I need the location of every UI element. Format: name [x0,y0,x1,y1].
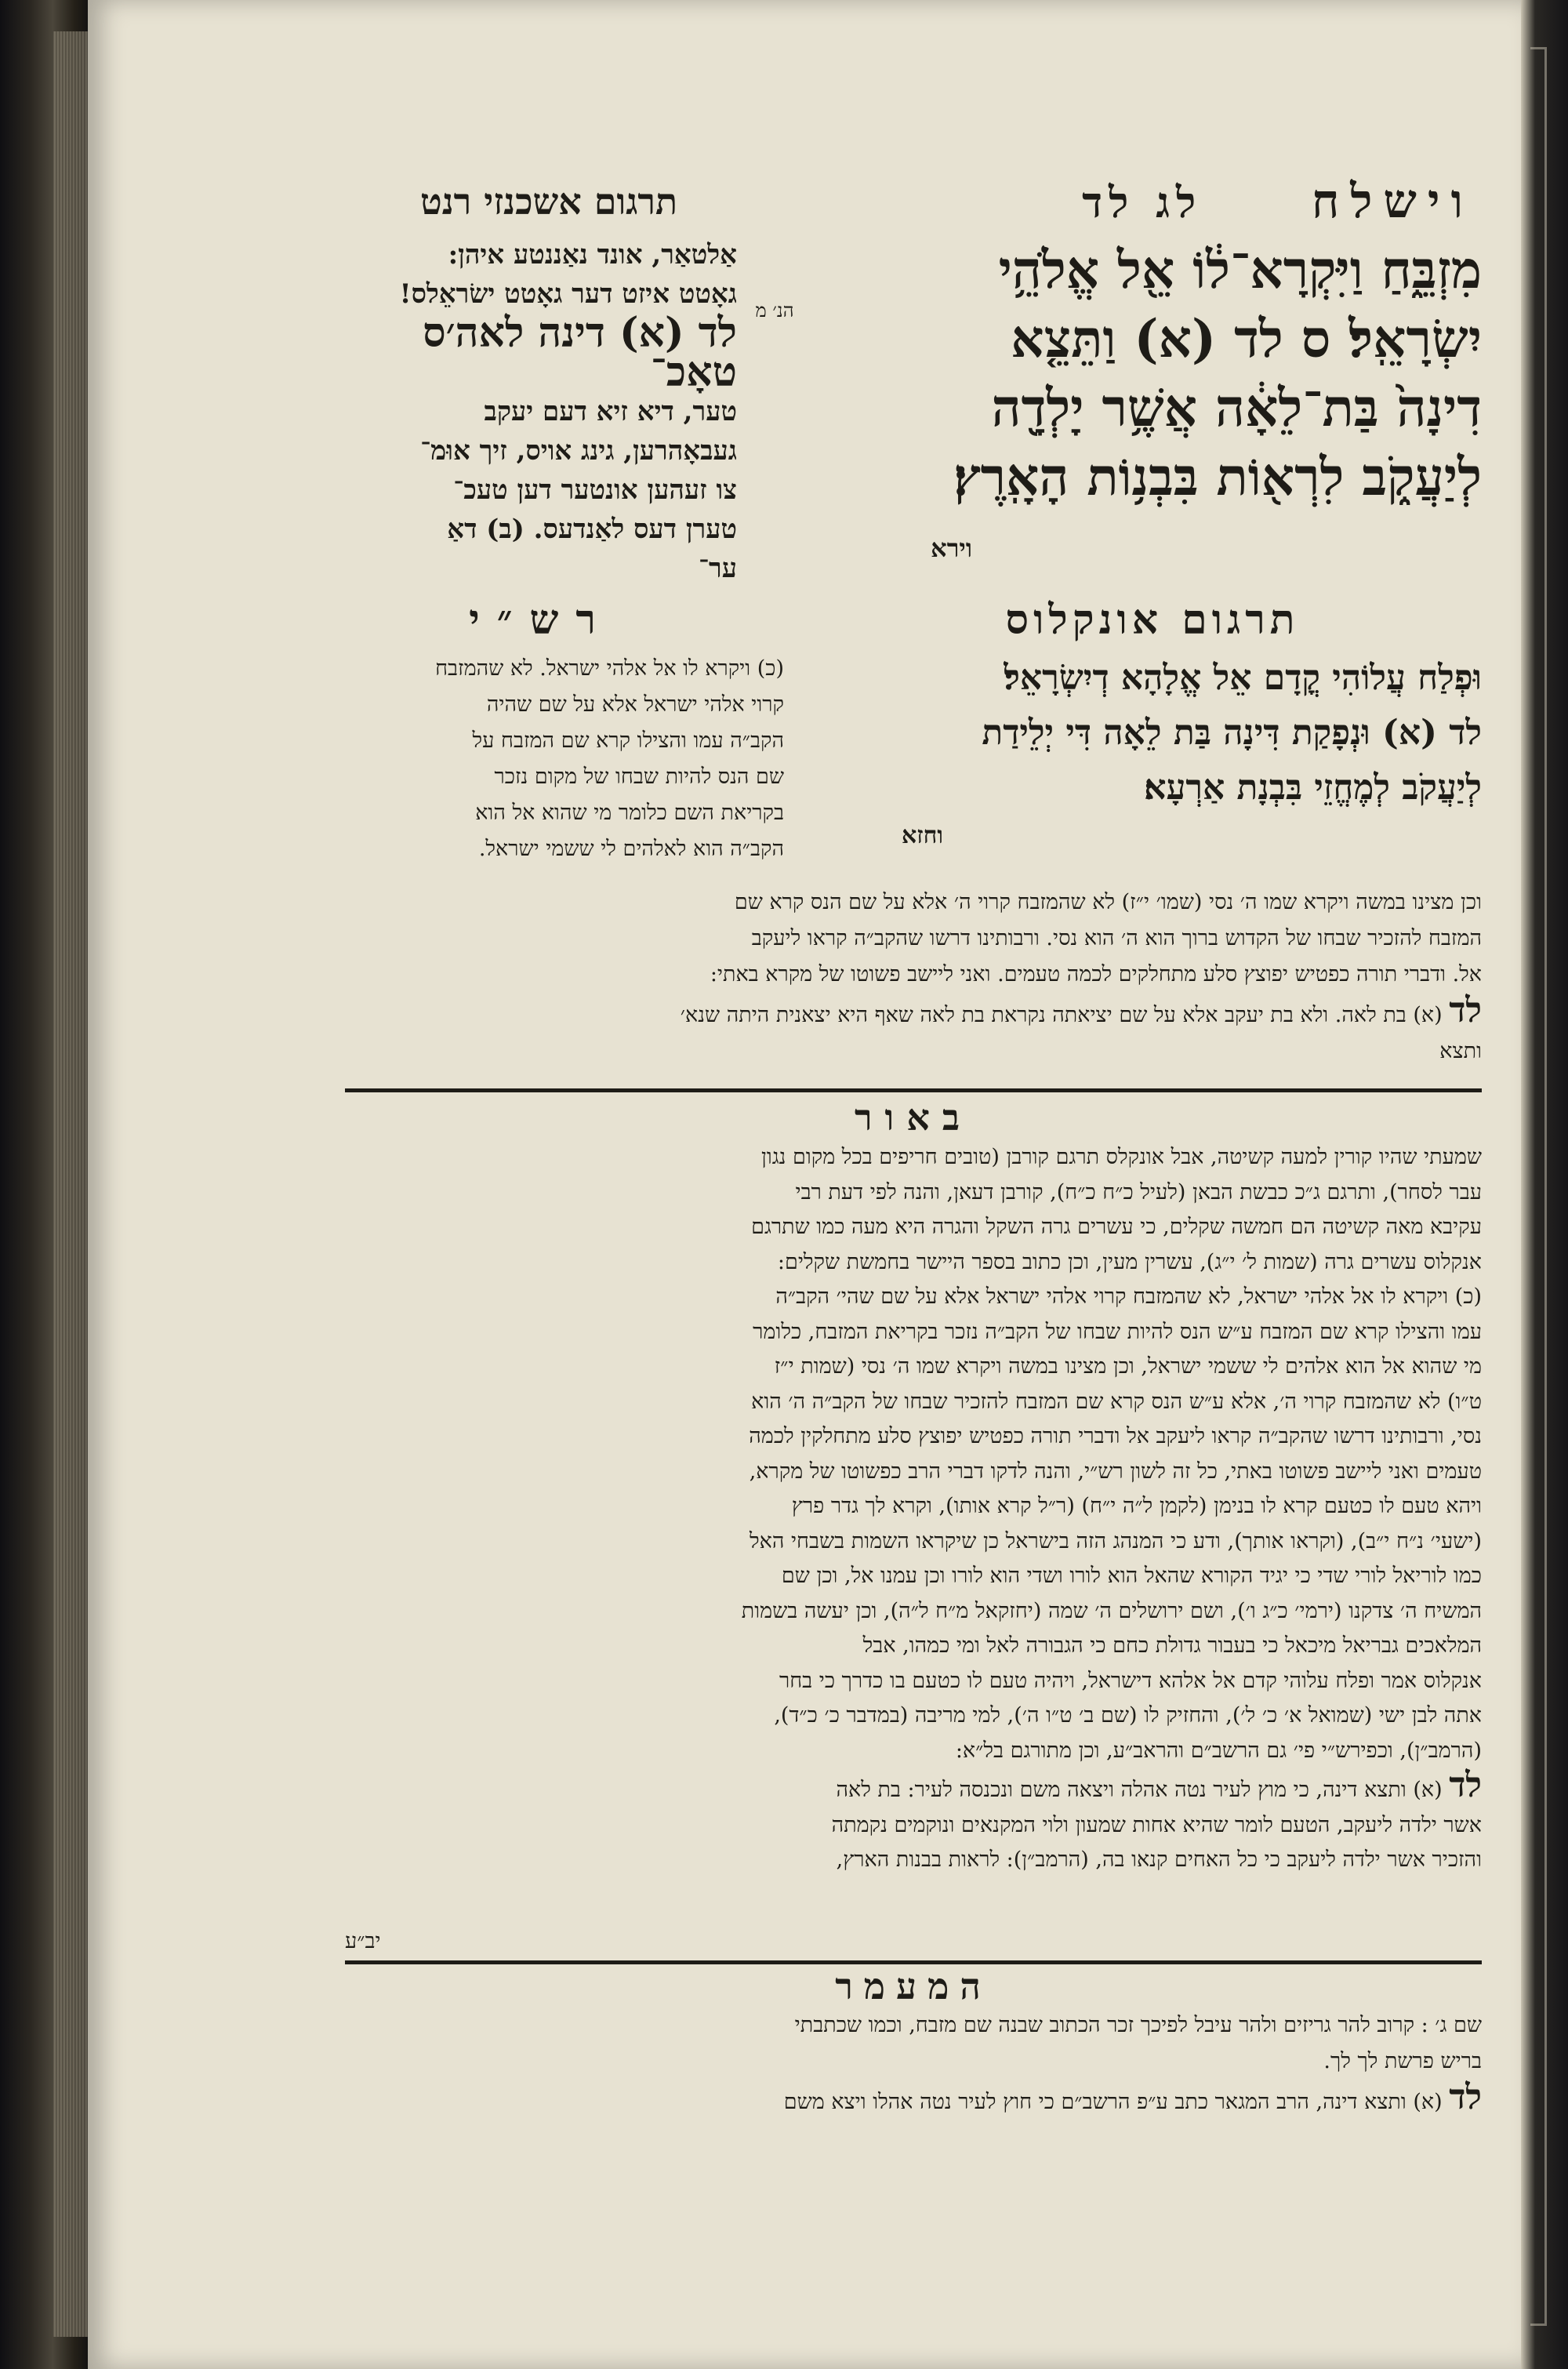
onkelos-catchword: וחזא [902,822,944,849]
hameamar-heading: המעמר [835,1965,992,2007]
sidra-name: וישלח [1311,174,1474,229]
ashkenazi-line: אַלטאַר, אונד נאַננטע איהן: [448,239,737,271]
beur-line: שמעתי שהיו קורין למעה קשיטה, אבל אונקלס תרגם קורבן (טובים חריפים בכל מקום נגון [760,1145,1482,1169]
ashkenazi-line: גאָטט איזט דער גאָטט ישׂראֵלס! [399,278,737,310]
marginal-note: הנ׳ מ [755,300,794,322]
beur-line: (כ) ויקרא לו אל אלהי ישראל, לא שהמזבח קרוי אלהי ישראל אלא על שם שהי׳ הקב״ה [775,1284,1482,1309]
book-spine [0,0,88,2369]
verse-line: לְיַעֲקֹ֑ב לִרְא֖וֹת בִּבְנ֥וֹת הָאָֽרֶץ׃ [953,446,1482,507]
torah-verse-block [808,235,1482,525]
rashi-line: קרוי אלהי ישראל אלא על שם שהיה [486,692,784,717]
section-divider [345,1088,1482,1092]
chapter-marker: לד [1449,1765,1482,1805]
onkelos-line: לְיַעֲקֹב לְמֶחֱזֵי בִּבְנָת אַרְעָא׃ [1144,768,1482,808]
beur-heading: באור [854,1096,973,1139]
hameamar-line: בריש פרשת לך לך. [1323,2049,1482,2073]
onkelos-heading: תרגום אונקלוס [1005,596,1300,644]
rashi-line: ותצא [1439,1039,1482,1063]
beur-text [345,1140,1482,1924]
rashi-line: שם הנס להיות שבחו של מקום נזכר [494,765,784,789]
verse-catchword: וירא [931,533,972,563]
ashkenazi-line: לד (א) דינה לאה׳ס טאָכ־ [423,309,737,396]
onkelos-line: לד (א) וּנְפָקַת דִּינָה בַּת לֵאָה דִּי יְלֵידַת [982,713,1482,753]
section-divider [345,1960,1482,1964]
beur-line: עמו והצילו קרא שם המזבח ע״ש הנס להיות שבחו של הקב״ה נזכר בקריאת המזבח, כלומר [753,1319,1482,1344]
ashkenazi-line: צו זעהען אונטער דען טעכ־ [453,474,737,506]
binding-bracket [1530,47,1547,2326]
beur-line: טעמים ואני ליישב פשוטו באתי, כל זה לשון רש״י, והנה לדקו דברי הרב כפשוטו של מקרא, [749,1459,1482,1484]
rashi-line: המזבח להזכיר שבחו של הקדוש ברוך הוא ה׳ הוא נסי. ורבותינו דרשו שהקב״ה קראו ליעקב [751,926,1482,950]
beur-line: נסי, ורבותינו דרשו שהקב״ה קראו ליעקב אל ודברי תורה כפטיש יפוצץ סלע מתחלקין לכמה [749,1424,1482,1448]
chapter-marker: לד [1449,2077,1482,2117]
chapter-marker: לד [1449,990,1482,1030]
beur-line: המלאכים גבריאל מיכאל כי בעבור גדולת כחם כי הגבורה לאל ומי כמהו, אבל [862,1633,1482,1658]
beur-catchword: יב״ע [345,1929,381,1953]
hameamar-line: לד (א) ותצא דינה, הרב המגאר כתב ע״פ הרשב״ם כי חוץ לעיר נטה אהלו ויצא משם [783,2077,1482,2117]
rashi-line: הקב״ה הוא לאלהים לי ששמי ישראל. [478,837,784,861]
beur-line: כמו לוריאל לורי שדי כי יגיד הקורא שהאל הוא לורו ושדי הוא לורו וכן עמנו אל, וכן שם [781,1564,1482,1588]
hameamar-text [345,2007,1482,2164]
verse-line: יִשְׂרָאֵֽל׃ ס לד (א) וַתֵּצֵ֤א [1011,308,1482,369]
rashi-line: וכן מצינו במשה ויקרא שמו ה׳ נסי (שמו׳ י״ז) לא שהמזבח קרוי ה׳ אלא על שם הנס קרא שם [734,890,1482,914]
verse-line: מִזְבֵּ֑חַ וַיִּקְרָא־ל֔וֹ אֵ֖ל אֱלֹהֵ֥י [998,239,1482,300]
beur-line: (הרמב״ן), וכפירש״י פי׳ גם הרשב״ם והראב״ע, וכן מתורגם בל״א: [955,1738,1482,1763]
rashi-line: בקריאת השם כלומר מי שהוא אל הוא [475,801,784,825]
chapter-numbers: לג לד [1082,177,1203,227]
ashkenazi-line: טערן דעס לאַנדעס. (ב) דאַ [447,514,737,545]
beur-line: (ישעי׳ נ״ח י״ב), (וקראו אותך), ודע כי המנהג הזה בישראל כן שיקראו השמות בשבחי האל [750,1528,1482,1553]
beur-line: אנקלוס אמר ופלח עלוהי קדם אל אלהא דישראל, ויהיה טעם לו כטעם בו כדרך כי בחר [779,1668,1482,1693]
beur-line: אתה לבן ישי (שמואל א׳ כ׳ ל׳), והחזיק לו (שם ב׳ ט״ו ה׳), למי מריבה (במדבר כ׳ כ״ד), [774,1703,1482,1728]
page-edges [53,31,89,2337]
onkelos-line: וּפְלַח עֲלוֹהִי קֳדָם אֵל אֱלָהָא דְיִשְׂרָאֵל׃ [1004,658,1482,698]
beur-line: עבר לסחר), ותרגם ג״כ כבשת הבאן (לעיל כ״ח כ״ח), קורבן דעאן, והנה לפי דעת רבי [795,1179,1482,1204]
beur-line: המשיח ה׳ צדקנו (ירמי׳ כ״ג ו׳), ושם ירושלים ה׳ שמה (יחזקאל מ״ח ל״ה), וכן יעשה בשמות [741,1598,1482,1623]
gutter-edge [1521,0,1568,2369]
rashi-line: (כ) ויקרא לו אל אלהי ישראל. לא שהמזבח [435,656,784,681]
beur-line: ט״ו) לא שהמזבח קרוי ה׳, אלא ע״ש הנס קרא שם המזבח להזכיר שבחו של הקב״ה ה׳ הוא [751,1389,1482,1414]
beur-line: והזכיר אשר ילדה ליעקב כי כל האחים קנאו בה, (הרמב״ן): לראות בבנות הארץ, [836,1848,1482,1872]
rashi-line: הקב״ה עמו והצילו קרא שם המזבח על [472,729,784,753]
beur-line: מי שהוא אל הוא אלהים לי ששמי ישראל, וכן מצינו במשה ויקרא שמו ה׳ נסי (שמות י״ז [774,1354,1482,1379]
rashi-heading: רש״י [469,596,613,644]
beur-line: אשר ילדה ליעקב, הטעם לומר שהיא אחות שמעון ולוי המקנאים ונוקמים נקמתה [831,1812,1482,1837]
beur-line: עקיבא מאה קשיטה הם חמשה שקלים, כי עשרים גרה השקל והגרה היא מעה כמו שתרגם [751,1215,1482,1239]
targum-ashkenazi-text [345,235,737,612]
ashkenazi-line: געבאָהרען, גינג אויס, זיך אוּמ־ [420,435,737,467]
rashi-line: לד (א) בת לאה. ולא בת יעקב אלא על שם יציאתה נקראת בת לאה שאף היא יצאנית היתה שנא׳ [680,990,1482,1030]
beur-line: אנקלוס עשרים גרה (שמות ל׳ י״ג), עשרין מעין, וכן כתוב בספר היישר בחמשת שקלים: [777,1249,1482,1274]
hameamar-line: שם ג׳ : קרוב להר גריזים ולהר עיבל לפיכך זכר הכתוב שבנה שם מזבח, וכמו שכתבתי [794,2013,1482,2037]
rashi-column-text [345,651,784,878]
running-header [815,174,1474,229]
targum-ashkenazi-title: תרגום אשכנזי רנט [419,180,678,223]
beur-line: לד (א) ותצא דינה, כי מוץ לעיר נטה אהלה ויצאה משם ונכנסה לעיר: בת לאה [836,1765,1482,1805]
rashi-line: אל. ודברי תורה כפטיש יפוצץ סלע מתחלקים לכמה טעמים. ואני ליישב פשוטו של מקרא באתי: [710,962,1482,986]
ashkenazi-line: ער־ [699,553,737,584]
rashi-full-width-text [345,885,1482,1081]
beur-line: ויהא טעם לו כטעם קרא לו בנימן (לקמן ל״ה י״ח) (ר״ל קרא אותו), וקרא לך גדר פרץ [791,1494,1482,1518]
verse-line: דִינָה֙ בַּת־לֵאָ֔ה אֲשֶׁ֥ר יָלְדָ֖ה [991,377,1482,438]
ashkenazi-line: טער, דיא זיא דעם יעקב [484,396,737,427]
